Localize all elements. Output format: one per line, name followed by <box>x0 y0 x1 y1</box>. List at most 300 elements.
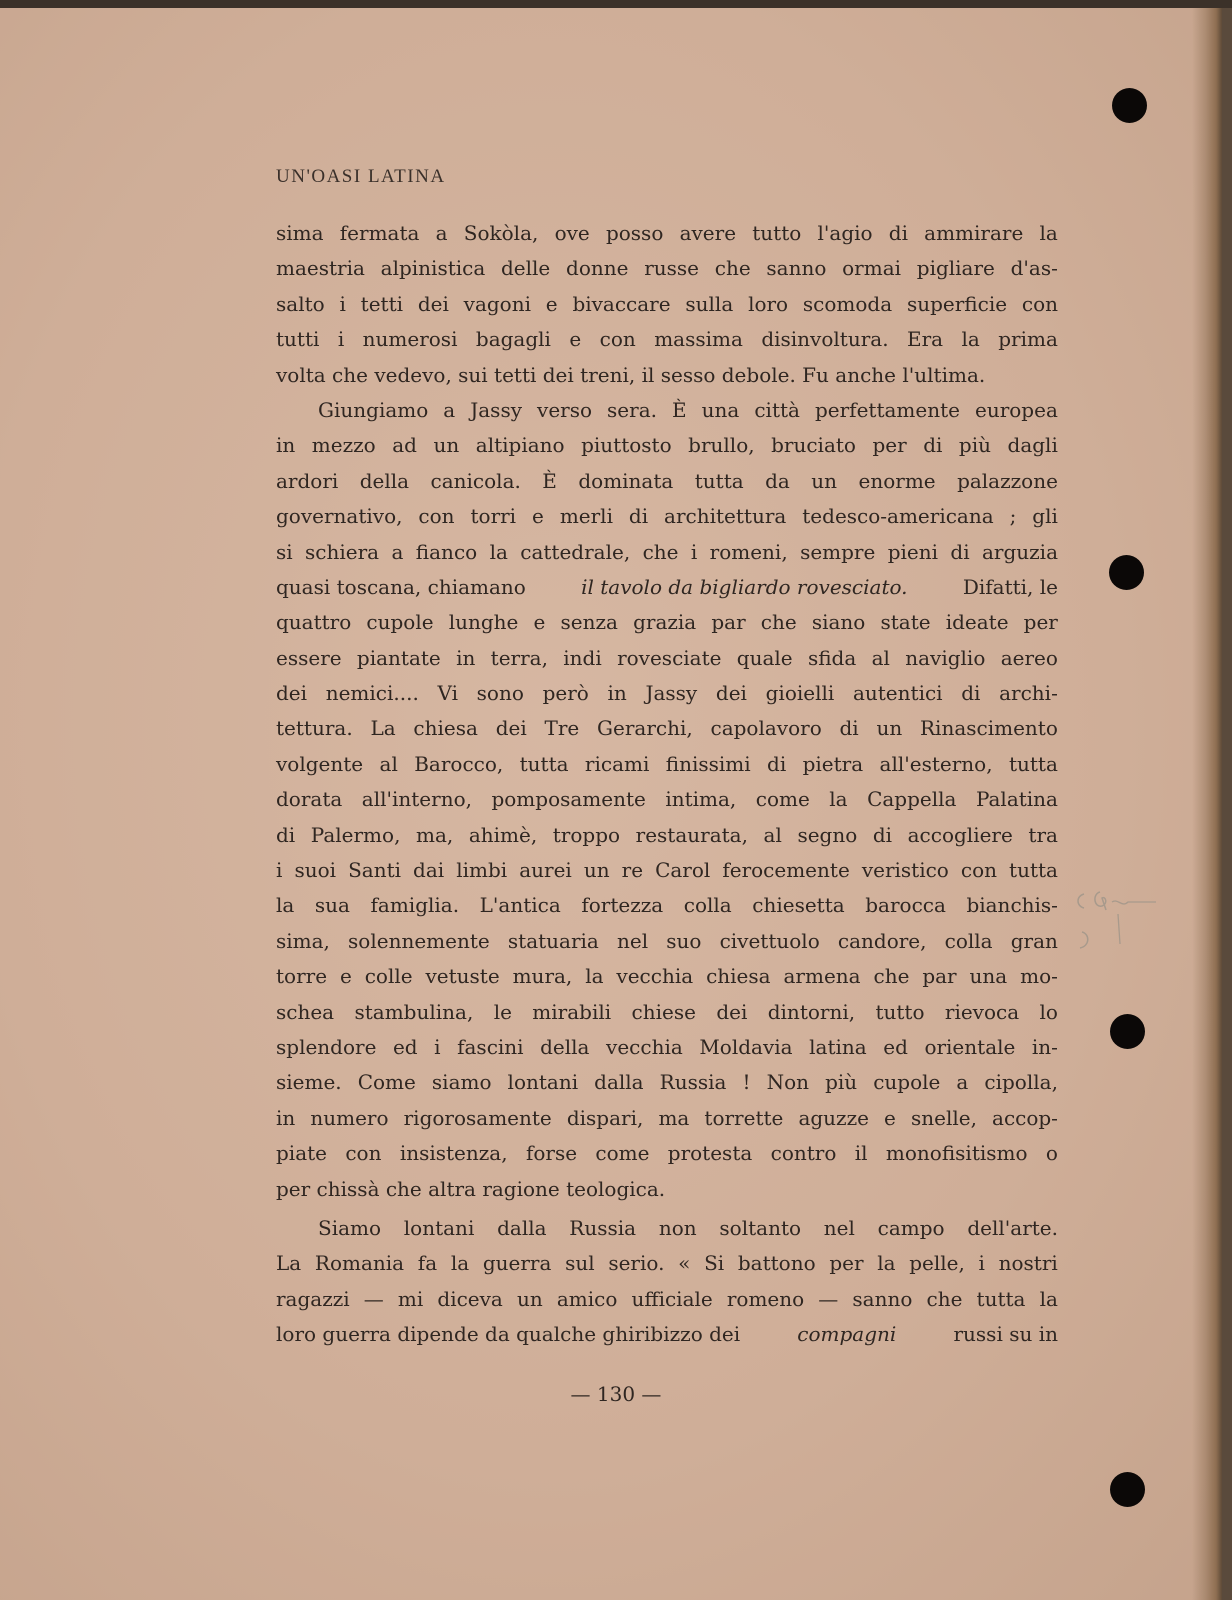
word: tutta <box>519 751 569 776</box>
word: di <box>839 716 859 741</box>
word: Santi <box>348 858 402 883</box>
word: all'interno, <box>361 787 472 812</box>
word: enorme <box>858 468 936 493</box>
text-line <box>276 1136 1058 1171</box>
word: di <box>961 681 981 706</box>
word: senza <box>560 610 618 635</box>
word: i <box>339 291 346 316</box>
word: la <box>450 1251 470 1276</box>
word: sera. <box>607 397 657 422</box>
word: i <box>337 327 345 352</box>
word: Siamo <box>318 1215 382 1240</box>
word: Rinascimento <box>920 716 1058 741</box>
word: troppo <box>552 822 621 847</box>
word: e <box>533 610 546 635</box>
word: guerra <box>482 1251 552 1276</box>
word: in <box>607 681 627 706</box>
word: fermata <box>339 221 420 245</box>
italic-text: il tavolo da bigliardo rovesciato. <box>581 574 908 599</box>
word: Giungiamo <box>318 397 429 422</box>
word: volgente <box>276 751 364 776</box>
text-line <box>276 428 1058 463</box>
word: come <box>755 787 810 812</box>
word: torre <box>276 964 328 989</box>
word: in <box>456 645 476 670</box>
word: palazzone <box>957 468 1058 493</box>
word: dalla <box>497 1215 547 1240</box>
scan-top-border <box>0 0 1232 8</box>
word: massima <box>654 327 743 352</box>
word: ma <box>658 1105 690 1130</box>
word: nel <box>616 928 649 953</box>
word: della <box>540 1034 590 1059</box>
word: pietra <box>802 751 864 776</box>
punch-hole-4 <box>1110 1472 1145 1507</box>
word: La <box>276 1251 302 1276</box>
word: Era <box>906 327 944 352</box>
word: e <box>569 327 582 352</box>
word: stambulina, <box>354 999 474 1024</box>
word: la <box>961 327 980 352</box>
word: tutta <box>694 468 744 493</box>
word: chiesetta <box>752 893 845 918</box>
word: in <box>276 433 296 458</box>
word: cipolla, <box>984 1070 1058 1095</box>
word: sima, <box>276 928 330 953</box>
word: Si <box>704 1251 725 1276</box>
word: fianco <box>415 539 478 564</box>
word: i <box>690 539 698 564</box>
word: un <box>811 468 838 493</box>
text-line <box>276 888 1058 923</box>
word: Russia <box>659 1070 727 1095</box>
word: monofisitismo <box>885 1141 1028 1166</box>
word: quattro <box>276 610 352 635</box>
word: governativo, <box>276 504 403 529</box>
word: aereo <box>1000 645 1058 670</box>
word: un <box>876 716 903 741</box>
word: campo <box>877 1215 945 1240</box>
word: superficie <box>906 291 1008 316</box>
word: aurei <box>519 858 572 883</box>
word: ammirare <box>924 221 1024 245</box>
word: contro <box>770 1141 837 1166</box>
word: merli <box>559 504 613 529</box>
word: fa <box>417 1251 438 1276</box>
text-line <box>276 322 1058 357</box>
word: più <box>825 1070 858 1095</box>
word: mezzo <box>311 433 376 458</box>
word: barocca <box>865 893 946 918</box>
word: la <box>877 1251 896 1276</box>
word: vagoni <box>463 291 531 316</box>
word: ferocemente <box>722 858 850 883</box>
word: Romania <box>314 1251 405 1276</box>
word: una <box>701 397 740 422</box>
text-line <box>276 393 1058 428</box>
word: d'as- <box>1010 256 1058 281</box>
word: ! <box>742 1070 751 1095</box>
text-line <box>276 1246 1058 1281</box>
word: più <box>958 433 991 458</box>
word: re <box>621 858 644 883</box>
word: dei <box>276 681 308 706</box>
punch-hole-3 <box>1110 1014 1145 1049</box>
word: — <box>363 1286 384 1311</box>
word: capolavoro <box>710 716 822 741</box>
text-line <box>276 535 1058 570</box>
punch-hole-2 <box>1109 555 1144 590</box>
text-line <box>276 570 1058 605</box>
word: non <box>658 1215 697 1240</box>
word: segno <box>797 822 858 847</box>
word: pomposamente <box>491 787 646 812</box>
word: statuaria <box>507 928 599 953</box>
text-line <box>276 853 1058 888</box>
word: schea <box>276 999 335 1024</box>
word: chiesa <box>706 964 771 989</box>
word: ideate <box>945 610 1009 635</box>
word: lunghe <box>448 610 519 635</box>
word: insistenza, <box>399 1141 508 1166</box>
text-line <box>276 747 1058 782</box>
text-line <box>276 1317 1058 1352</box>
text-line <box>276 499 1058 534</box>
word: rievoca <box>944 999 1020 1024</box>
word: aguzze <box>798 1105 869 1130</box>
text-line <box>276 995 1058 1030</box>
line-text: russi su in <box>953 1322 1058 1347</box>
word: dei <box>716 999 748 1024</box>
word: che <box>926 1286 963 1311</box>
word: salto <box>276 291 325 316</box>
word: lo <box>1039 999 1058 1024</box>
word: diceva <box>437 1286 503 1311</box>
word: accogliere <box>907 822 1013 847</box>
line-text: loro guerra dipende da qualche ghiribizzo dei <box>276 1322 741 1347</box>
word: che <box>714 256 751 281</box>
word: state <box>880 610 931 635</box>
word: pigliare <box>916 256 995 281</box>
word: bivaccare <box>572 291 671 316</box>
word: ed <box>392 1034 418 1059</box>
word: sua <box>314 893 350 918</box>
word: però <box>542 681 589 706</box>
word: scomoda <box>802 291 893 316</box>
word: rovesciate <box>617 645 722 670</box>
word: bagagli <box>475 327 551 352</box>
word: L'antica <box>479 893 561 918</box>
word: Tre <box>544 716 580 741</box>
word: tutti <box>276 327 320 352</box>
word: al <box>871 645 890 670</box>
word: che <box>760 610 797 635</box>
word: nel <box>823 1215 855 1240</box>
word: suo <box>666 928 702 953</box>
word: nemici.... <box>325 681 419 706</box>
word: lontani <box>507 1070 579 1095</box>
word: nostri <box>998 1251 1058 1276</box>
word: a <box>956 1070 969 1095</box>
word: vetuste <box>425 964 500 989</box>
word: perfettamente <box>814 397 960 422</box>
word: la <box>276 893 295 918</box>
word: ma, <box>416 822 454 847</box>
word: numerosi <box>362 327 458 352</box>
word: schiera <box>305 539 380 564</box>
word: tutta <box>1008 751 1058 776</box>
word: chiesa <box>413 716 478 741</box>
word: terra, <box>490 645 548 670</box>
word: Russia <box>569 1215 637 1240</box>
word: la <box>829 787 848 812</box>
word: dai <box>413 858 445 883</box>
word: maestria <box>276 256 365 281</box>
italic-text: compagni <box>797 1322 897 1347</box>
word: ormai <box>842 256 902 281</box>
word: grazia <box>633 610 697 635</box>
word: pelle, <box>909 1251 965 1276</box>
word: per <box>872 433 907 458</box>
word: Barocco, <box>414 751 504 776</box>
text-line <box>276 924 1058 959</box>
word: autentici <box>852 681 943 706</box>
word: latina <box>809 1034 867 1059</box>
word: ad <box>392 433 417 458</box>
book-page <box>0 8 1222 1600</box>
word: mura, <box>512 964 573 989</box>
word: torrette <box>704 1105 784 1130</box>
word: a <box>435 221 448 245</box>
word: colla <box>683 893 732 918</box>
word: « <box>678 1251 691 1276</box>
word: di <box>872 822 893 847</box>
word: dei <box>715 681 747 706</box>
word: ufficiale <box>631 1286 713 1311</box>
word: bruciato <box>771 433 856 458</box>
word: dorata <box>276 787 343 812</box>
word: ragazzi <box>276 1286 350 1311</box>
word: suoi <box>294 858 337 883</box>
word: dominata <box>578 468 674 493</box>
word: i <box>434 1034 441 1059</box>
word: loro <box>748 291 789 316</box>
word: ahimè, <box>468 822 538 847</box>
pencil-margin-scribble <box>1072 888 1172 958</box>
word: romeno <box>726 1286 805 1311</box>
word: disinvoltura. <box>761 327 889 352</box>
word: in- <box>1031 1034 1058 1059</box>
word: splendore <box>276 1034 377 1059</box>
text-line <box>276 711 1058 746</box>
word: che <box>873 964 910 989</box>
line-text: Difatti, le <box>962 574 1058 599</box>
word: le <box>493 999 512 1024</box>
text-line <box>276 782 1058 817</box>
word: dagli <box>1007 433 1058 458</box>
word: sfida <box>807 645 857 670</box>
word: mi <box>397 1286 424 1311</box>
word: sieme. <box>276 1070 342 1095</box>
text-line <box>276 358 1058 393</box>
word: vecchia <box>606 1034 683 1059</box>
text-line <box>276 1065 1058 1100</box>
word: La <box>370 716 396 741</box>
word: sanno <box>852 1286 913 1311</box>
word: romeni, <box>709 539 788 564</box>
word: forse <box>525 1141 578 1166</box>
word: — <box>818 1286 839 1311</box>
word: ove <box>554 221 590 245</box>
word: È <box>672 397 687 422</box>
word: pieni <box>887 539 939 564</box>
word: quale <box>736 645 793 670</box>
word: la <box>1039 1286 1058 1311</box>
text-line <box>276 287 1058 322</box>
line-text: volta che vedevo, sui tetti dei treni, il sesso debole. Fu anche l'ultima. <box>276 362 986 387</box>
text-line <box>276 216 1058 251</box>
word: Palermo, <box>310 822 401 847</box>
word: di <box>767 751 787 776</box>
word: rigorosamente <box>403 1105 552 1130</box>
word: della <box>359 468 410 493</box>
word: orientale <box>924 1034 1016 1059</box>
word: battono <box>737 1251 816 1276</box>
text-line <box>276 464 1058 499</box>
line-text: per chissà che altra ragione teologica. <box>276 1176 666 1201</box>
page-number: — 130 — <box>570 1382 662 1406</box>
word: sanno <box>766 256 827 281</box>
word: donne <box>566 256 629 281</box>
word: alpinistica <box>380 256 486 281</box>
word: a <box>391 539 404 564</box>
text-line <box>276 1282 1058 1317</box>
word: Vi <box>437 681 458 706</box>
word: posso <box>605 221 664 245</box>
word: di <box>923 433 943 458</box>
word: indi <box>563 645 602 670</box>
word: i <box>276 858 283 883</box>
word: limbi <box>456 858 508 883</box>
word: soltanto <box>719 1215 802 1240</box>
word: cupole <box>873 1070 941 1095</box>
word: con <box>960 858 997 883</box>
word: dei <box>417 291 449 316</box>
word: bianchis- <box>966 893 1058 918</box>
page-edge-shadow <box>1192 8 1222 1600</box>
word: al <box>379 751 398 776</box>
word: veristico <box>861 858 949 883</box>
text-line <box>276 1172 1058 1207</box>
word: arguzia <box>981 539 1058 564</box>
punch-hole-1 <box>1112 88 1147 123</box>
word: cupole <box>366 610 434 635</box>
text-line <box>276 818 1058 853</box>
word: un <box>516 1286 543 1311</box>
word: colle <box>364 964 413 989</box>
word: cattedrale, <box>520 539 631 564</box>
word: sono <box>476 681 524 706</box>
word: come <box>595 1141 650 1166</box>
word: un <box>433 433 460 458</box>
word: russe <box>644 256 700 281</box>
word: tra <box>1028 822 1058 847</box>
word: intima, <box>665 787 737 812</box>
word: di <box>950 539 970 564</box>
word: dalla <box>594 1070 644 1095</box>
word: città <box>754 397 800 422</box>
word: par <box>711 610 746 635</box>
word: gioielli <box>765 681 835 706</box>
text-line <box>276 1101 1058 1136</box>
word: serio. <box>608 1251 665 1276</box>
word: Non <box>766 1070 810 1095</box>
word: torri <box>470 504 517 529</box>
word: accop- <box>992 1105 1058 1130</box>
word: ricami <box>584 751 650 776</box>
text-line <box>276 1211 1058 1246</box>
word: tutta <box>976 1286 1026 1311</box>
word: a <box>443 397 456 422</box>
word: tettura. <box>276 716 353 741</box>
word: tetti <box>360 291 404 316</box>
word: naviglio <box>905 645 986 670</box>
word: in <box>276 1105 296 1130</box>
word: sima <box>276 221 324 245</box>
word: candore, <box>837 928 927 953</box>
word: il <box>854 1141 868 1166</box>
word: par <box>922 964 957 989</box>
word: europea <box>974 397 1058 422</box>
word: canicola. <box>430 468 521 493</box>
word: tutto <box>752 221 802 245</box>
word: Jassy <box>645 681 698 706</box>
word: la <box>489 539 508 564</box>
word: numero <box>310 1105 389 1130</box>
word: architettura <box>664 504 787 529</box>
word: Sokòla, <box>463 221 539 245</box>
word: restaurata, <box>635 822 748 847</box>
word: sul <box>565 1251 595 1276</box>
word: dell'arte. <box>967 1215 1058 1240</box>
word: Come <box>357 1070 416 1095</box>
word: essere <box>276 645 342 670</box>
word: Jassy <box>470 397 523 422</box>
word: protesta <box>667 1141 753 1166</box>
word: e <box>532 504 544 529</box>
word: di <box>628 504 649 529</box>
word: con <box>599 327 636 352</box>
word: mirabili <box>532 999 612 1024</box>
word: e <box>339 964 352 989</box>
word: i <box>978 1251 985 1276</box>
word: dei <box>495 716 527 741</box>
word: siamo <box>431 1070 492 1095</box>
word: dintorni, <box>767 999 856 1024</box>
word: fortezza <box>581 893 664 918</box>
word: È <box>542 468 557 493</box>
word: gli <box>1032 504 1058 529</box>
word: l'agio <box>817 221 873 245</box>
word: piuttosto <box>581 433 672 458</box>
word: lontani <box>403 1215 475 1240</box>
text-line <box>276 676 1058 711</box>
word: al <box>763 822 782 847</box>
word: avere <box>679 221 737 245</box>
word: di <box>276 822 296 847</box>
word: ; <box>1009 504 1017 529</box>
word: Cappella <box>867 787 957 812</box>
